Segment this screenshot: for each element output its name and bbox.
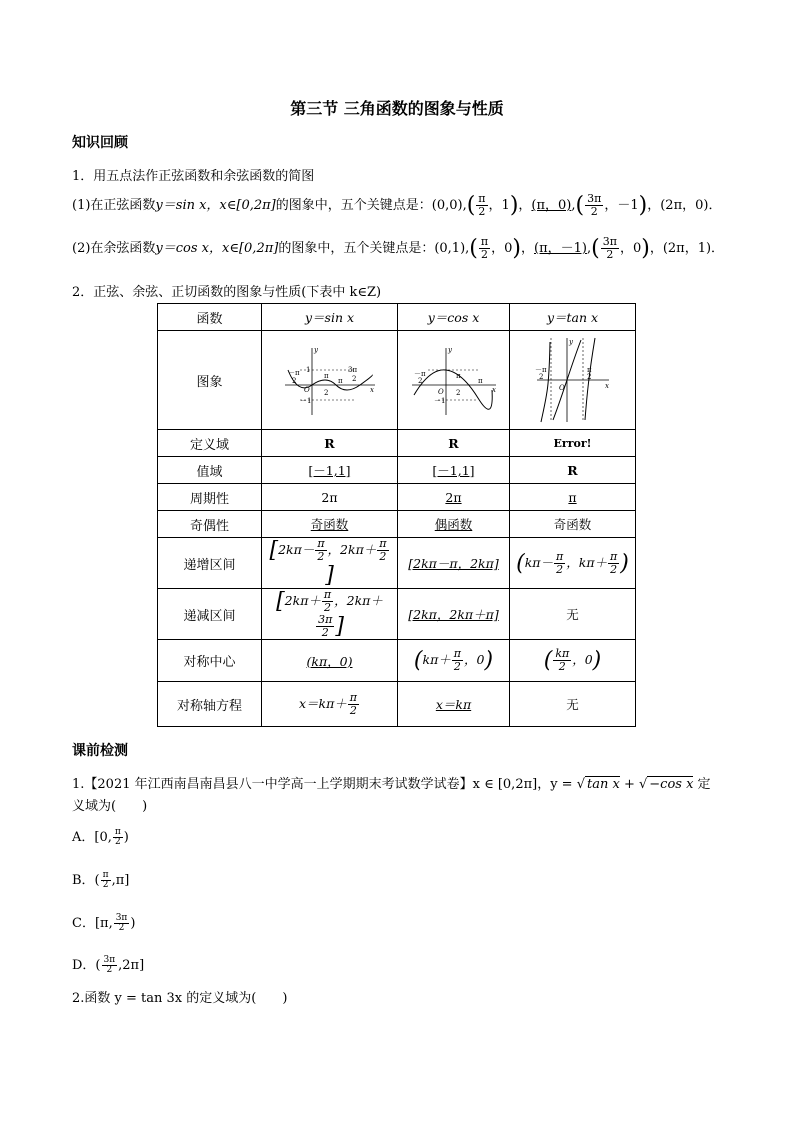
question-2: 2.函数 y = tan 3x 的定义域为( ) — [72, 991, 288, 1006]
center-cos: (kπ＋ $\frac{\pi}{2}$ ，0) — [398, 640, 510, 682]
axis-cos: x＝kπ — [398, 682, 510, 727]
decr-sin: [2kπ＋ $\frac{\pi}{2}$ ，2kπ＋ $\frac{3\pi}{2}$ ] — [262, 589, 398, 640]
sin-mid: 的图象中，五个关键点是：(0,0), — [275, 198, 467, 213]
header-function: 函数 — [158, 304, 262, 331]
sin-neg-den: 2 — [291, 377, 296, 385]
table-row-center — [158, 640, 636, 682]
cos-mid: 的图象中，五个关键点是：(0,1), — [278, 241, 470, 256]
cos-x-label: x — [491, 386, 496, 394]
sin-pos-den: 2 — [323, 389, 328, 397]
domain-label: 定义域 — [158, 430, 262, 457]
table-header-row — [158, 304, 636, 331]
table-row-graph — [158, 331, 636, 430]
table-row-increasing — [158, 538, 636, 589]
parity-cos: 偶函数 — [398, 511, 510, 538]
page-title: 第三节 三角函数的图象与性质 — [290, 99, 504, 118]
sin-one-label: 1 — [305, 366, 310, 374]
range-sin: [－1,1] — [262, 457, 398, 484]
tan-x-label: x — [604, 382, 609, 390]
table-row-axis — [158, 682, 636, 727]
decr-tan: 无 — [510, 589, 636, 640]
axis-tan: 无 — [510, 682, 636, 727]
q1-sqrt-2: −cos x — [649, 777, 694, 792]
cos-p4-frac: $\frac{3\pi}{2}$ — [602, 235, 617, 261]
option-c[interactable]: C．[π, $\frac{3\pi}{2}$ ) — [72, 913, 136, 933]
tan-neg-label: －π — [534, 366, 547, 374]
question-1-line2: 义域为( ) — [72, 799, 148, 814]
cos-neg-den: 2 — [417, 377, 422, 385]
cos-mone-label: －1 — [433, 397, 445, 405]
item-2-text: 2．正弦、余弦、正切函数的图象与性质(下表中 k∈Z) — [72, 285, 382, 300]
cos-prefix: (2)在余弦函数 — [72, 241, 156, 256]
option-b[interactable]: B．( $\frac{\pi}{2}$ ,π] — [72, 870, 130, 890]
center-sin: (kπ，0) — [262, 640, 398, 682]
q1-text: 1.【2021 年江西南昌南昌县八一中学高一上学期期末考试数学试卷】x ∈ [0,2π]，y = — [72, 777, 577, 792]
table-row-domain — [158, 430, 636, 457]
domain-tan: Error! — [510, 430, 636, 457]
parity-tan: 奇函数 — [510, 511, 636, 538]
tan-y-label: y — [568, 338, 573, 346]
sin-key-points: (1)在正弦函数y＝sin x，x∈[0,2π]的图象中，五个关键点是：(0,0),( $\frac{\pi}{2}$ ，1)，(π，0),( $\frac{3\pi}{2}$ ，－1)，(2π，0)． — [72, 192, 722, 218]
range-tan: R — [510, 457, 636, 484]
question-1: 1.【2021 年江西南昌南昌县八一中学高一上学期期末考试数学试卷】x ∈ [0,2π]，y = √ tan x + √ −cos x 定 — [72, 777, 711, 792]
cos-graph-cell — [398, 331, 510, 430]
q1-sqrt-1: tan x — [587, 777, 620, 792]
cos-y-label: y — [447, 346, 452, 354]
center-label: 对称中心 — [158, 640, 262, 682]
sin-graph — [280, 340, 380, 420]
header-sin: y＝sin x — [262, 304, 398, 331]
range-cos: [－1,1] — [398, 457, 510, 484]
range-label: 值域 — [158, 457, 262, 484]
tan-branch-left — [538, 342, 550, 422]
header-cos: y＝cos x — [398, 304, 510, 331]
sin-p3: (π，0) — [531, 198, 572, 213]
decr-cos: [2kπ，2kπ＋π] — [398, 589, 510, 640]
table-row-decreasing — [158, 589, 636, 640]
cos-neg-label: －π — [413, 370, 426, 378]
section-heading-pretest: 课前检测 — [72, 743, 128, 759]
graph-label: 图象 — [158, 331, 262, 430]
sin-pi-label: π — [337, 377, 343, 385]
table-row-period — [158, 484, 636, 511]
parity-label: 奇偶性 — [158, 511, 262, 538]
section-heading-review: 知识回顾 — [72, 135, 128, 151]
period-tan: π — [510, 484, 636, 511]
decr-label: 递减区间 — [158, 589, 262, 640]
tan-graph-cell — [510, 331, 636, 430]
cos-pos-label: π — [455, 372, 461, 380]
cos-graph — [408, 340, 500, 420]
option-a[interactable]: A．[0, $\frac{\pi}{2}$ ) — [72, 827, 129, 847]
incr-tan: (kπ－ $\frac{\pi}{2}$ ，kπ＋ $\frac{\pi}{2}$ ) — [510, 538, 636, 589]
option-d[interactable]: D．( $\frac{3\pi}{2}$ ,2π] — [72, 955, 145, 975]
sin-prefix: (1)在正弦函数 — [72, 198, 156, 213]
sin-curve — [288, 370, 372, 390]
sin-func: y＝sin x，x∈[0,2π] — [155, 198, 276, 213]
sin-3pi-label: 3π — [347, 366, 357, 374]
cos-curve — [414, 370, 492, 409]
sin-origin: O — [303, 386, 310, 394]
sin-x-label: x — [369, 386, 374, 394]
table-row-range — [158, 457, 636, 484]
period-sin: 2π — [262, 484, 398, 511]
sin-p2-frac: $\frac{\pi}{2}$ — [478, 192, 486, 218]
tan-neg-den: 2 — [538, 373, 543, 381]
sin-pos-label: π — [323, 372, 329, 380]
sin-neg-label: －π — [287, 369, 300, 377]
axis-label: 对称轴方程 — [158, 682, 262, 727]
cos-p2-frac: $\frac{\pi}{2}$ — [480, 235, 489, 261]
header-tan: y＝tan x — [510, 304, 636, 331]
tan-graph — [533, 334, 613, 426]
period-label: 周期性 — [158, 484, 262, 511]
cos-pos-den: 2 — [455, 389, 460, 397]
sin-p4-frac: $\frac{3\pi}{2}$ — [587, 192, 602, 218]
cos-key-points: (2)在余弦函数y＝cos x，x∈[0,2π]的图象中，五个关键点是：(0,1),( $\frac{\pi}{2}$ ，0)，(π，－1),( $\frac{3\pi}{2}$ ，0)，(2π，1)． — [72, 235, 725, 261]
axis-sin: x＝kπ＋ $\frac{\pi}{2}$ — [262, 682, 398, 727]
tan-pos-label: π — [586, 366, 592, 374]
trig-properties-table — [157, 303, 636, 727]
cos-p3: (π，－1) — [534, 241, 587, 256]
domain-sin: R — [262, 430, 398, 457]
parity-sin: 奇函数 — [262, 511, 398, 538]
cos-pi-label: π — [477, 377, 483, 385]
sin-graph-cell — [262, 331, 398, 430]
sin-mone-label: －1 — [299, 397, 311, 405]
domain-cos: R — [398, 430, 510, 457]
incr-sin: [2kπ－ $\frac{\pi}{2}$ ，2kπ＋ $\frac{\pi}{2}$ ] — [262, 538, 398, 589]
table-row-parity — [158, 511, 636, 538]
incr-cos: [2kπ－π，2kπ] — [398, 538, 510, 589]
item-1-text: 1．用五点法作正弦函数和余弦函数的简图 — [72, 169, 315, 184]
sin-3pi-den: 2 — [351, 375, 356, 383]
center-tan: ( $\frac{k\pi}{2}$ ，0) — [510, 640, 636, 682]
cos-origin: O — [437, 388, 444, 396]
period-cos: 2π — [398, 484, 510, 511]
tan-pos-den: 2 — [586, 373, 591, 381]
cos-func: y＝cos x，x∈[0,2π] — [155, 241, 279, 256]
tan-origin: O — [558, 384, 565, 392]
sin-y-label: y — [313, 346, 318, 354]
incr-label: 递增区间 — [158, 538, 262, 589]
